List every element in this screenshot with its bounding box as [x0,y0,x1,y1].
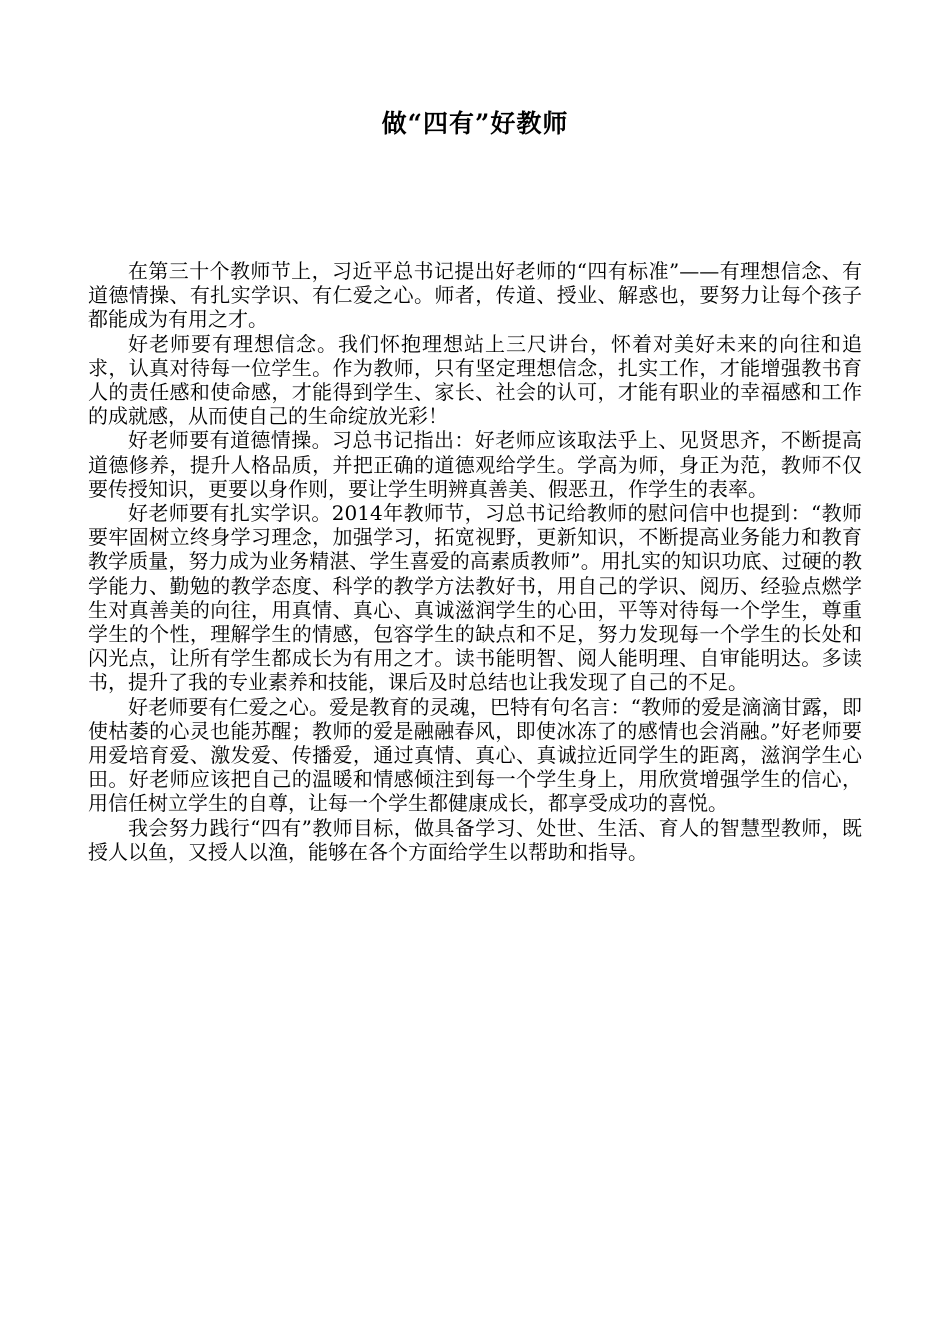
document-title: 做“四有”好教师 [381,109,569,138]
paragraph-knowledge: 好老师要有扎实学识。2014年教师节，习总书记给教师的慰问信中也提到：“教师要牢固树立终身学习理念，加强学习，拓宽视野，更新知识，不断提高业务能力和教育教学质量，努力成为业务精湛、学生喜爱的高素质教师”。用扎实的知识功底、过硬的教学能力、勤勉的教学态度、科学的教学方法教好书，用自己的学识、阅历、经验点燃学生对真善美的向往，用真情、真心、真诚滋润学生的心田，平等对待每一个学生，尊重学生的个性，理解学生的情感，包容学生的缺点和不足，努力发现每一个学生的长处和闪光点，让所有学生都成长为有用之才。读书能明智、阅人能明理、自审能明达。多读书，提升了我的专业素养和技能，课后及时总结也让我发现了自己的不足。 [88,501,862,695]
document-body [88,259,862,864]
paragraph-intro: 在第三十个教师节上，习近平总书记提出好老师的“四有标准”——有理想信念、有道德情操、有扎实学识、有仁爱之心。师者，传道、授业、解惑也，要努力让每个孩子都能成为有用之才。 [88,259,862,332]
paragraph-ideals: 好老师要有理想信念。我们怀抱理想站上三尺讲台，怀着对美好未来的向往和追求，认真对待每一位学生。作为教师，只有坚定理想信念，扎实工作，才能增强教书育人的责任感和使命感，才能得到学生、家长、社会的认可，才能有职业的幸福感和工作的成就感，从而使自己的生命绽放光彩！ [88,331,862,429]
paragraph-morals: 好老师要有道德情操。习总书记指出：好老师应该取法乎上、见贤思齐，不断提高道德修养，提升人格品质，并把正确的道德观给学生。学高为师，身正为范，教师不仅要传授知识，更要以身作则，要让学生明辨真善美、假恶丑，作学生的表率。 [88,428,862,501]
paragraph-conclusion: 我会努力践行“四有”教师目标，做具备学习、处世、生活、育人的智慧型教师，既授人以鱼，又授人以渔，能够在各个方面给学生以帮助和指导。 [88,815,862,864]
paragraph-benevolence: 好老师要有仁爱之心。爱是教育的灵魂，巴特有句名言：“教师的爱是滴滴甘露，即使枯萎的心灵也能苏醒；教师的爱是融融春风，即使冰冻了的感情也会消融。”好老师要用爱培育爱、激发爱、传播爱，通过真情、真心、真诚拉近同学生的距离，滋润学生心田。好老师应该把自己的温暖和情感倾注到每一个学生身上，用欣赏增强学生的信心，用信任树立学生的自尊，让每一个学生都健康成长，都享受成功的喜悦。 [88,694,862,816]
